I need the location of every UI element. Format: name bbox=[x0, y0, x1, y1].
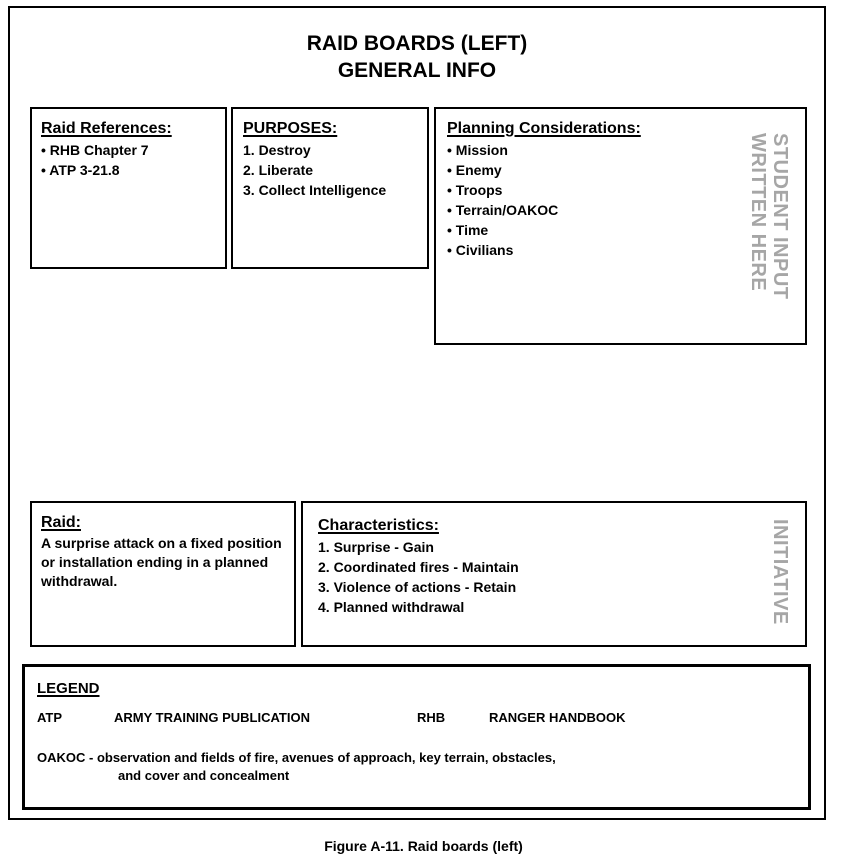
legend-box bbox=[22, 664, 811, 810]
list-item: • Time bbox=[447, 222, 489, 238]
legend-rhb-abbr: RHB bbox=[417, 710, 446, 725]
legend-heading: LEGEND bbox=[37, 680, 100, 697]
board-subtitle: GENERAL INFO bbox=[337, 59, 497, 82]
purposes-box bbox=[231, 107, 429, 269]
characteristics-list bbox=[318, 537, 805, 617]
list-item: 2. Liberate bbox=[243, 162, 314, 178]
initiative-note: INITIATIVE bbox=[769, 519, 791, 625]
list-item: • Enemy bbox=[447, 162, 502, 178]
characteristics-heading: Characteristics: bbox=[318, 517, 439, 534]
list-item: • ATP 3-21.8 bbox=[41, 162, 120, 178]
figure-caption: Figure A-11. Raid boards (left) bbox=[324, 838, 523, 854]
purposes-list bbox=[243, 140, 427, 200]
planning-considerations-box bbox=[434, 107, 807, 345]
legend-rhb-definition: RANGER HANDBOOK bbox=[489, 710, 626, 725]
list-item: • RHB Chapter 7 bbox=[41, 142, 149, 158]
list-item: 2. Coordinated fires - Maintain bbox=[318, 559, 519, 575]
raid-references-list bbox=[41, 140, 225, 180]
characteristics-box bbox=[301, 501, 807, 647]
list-item: • Mission bbox=[447, 142, 508, 158]
legend-oakoc-definition: OAKOC - observation and fields of fire, avenues of approach, key terrain, obstacles, bbox=[37, 750, 556, 765]
raid-references-heading: Raid References: bbox=[41, 120, 172, 137]
list-item: 4. Planned withdrawal bbox=[318, 599, 465, 615]
raid-heading: Raid: bbox=[41, 514, 81, 531]
list-item: • Civilians bbox=[447, 242, 514, 258]
board-title: RAID BOARDS (LEFT) bbox=[306, 32, 528, 55]
list-item: 3. Violence of actions - Retain bbox=[318, 579, 517, 595]
student-input-note-line2: WRITTEN HERE bbox=[747, 133, 769, 292]
legend-atp-abbr: ATP bbox=[37, 710, 63, 725]
list-item: 1. Surprise - Gain bbox=[318, 539, 434, 555]
legend-atp-definition: ARMY TRAINING PUBLICATION bbox=[114, 710, 310, 725]
raid-description: A surprise attack on a fixed position or installation ending in a planned withdrawal. bbox=[41, 535, 282, 589]
planning-considerations-heading: Planning Considerations: bbox=[447, 120, 641, 137]
student-input-note bbox=[747, 133, 791, 300]
purposes-heading: PURPOSES: bbox=[243, 120, 338, 137]
list-item: 1. Destroy bbox=[243, 142, 311, 158]
list-item: • Terrain/OAKOC bbox=[447, 202, 559, 218]
raid-definition-box bbox=[30, 501, 296, 647]
list-item: • Troops bbox=[447, 182, 503, 198]
student-input-note-line1: STUDENT INPUT bbox=[769, 133, 791, 300]
list-item: 3. Collect Intelligence bbox=[243, 182, 387, 198]
legend-oakoc-definition-cont: and cover and concealment bbox=[118, 768, 290, 783]
raid-references-box bbox=[30, 107, 227, 269]
